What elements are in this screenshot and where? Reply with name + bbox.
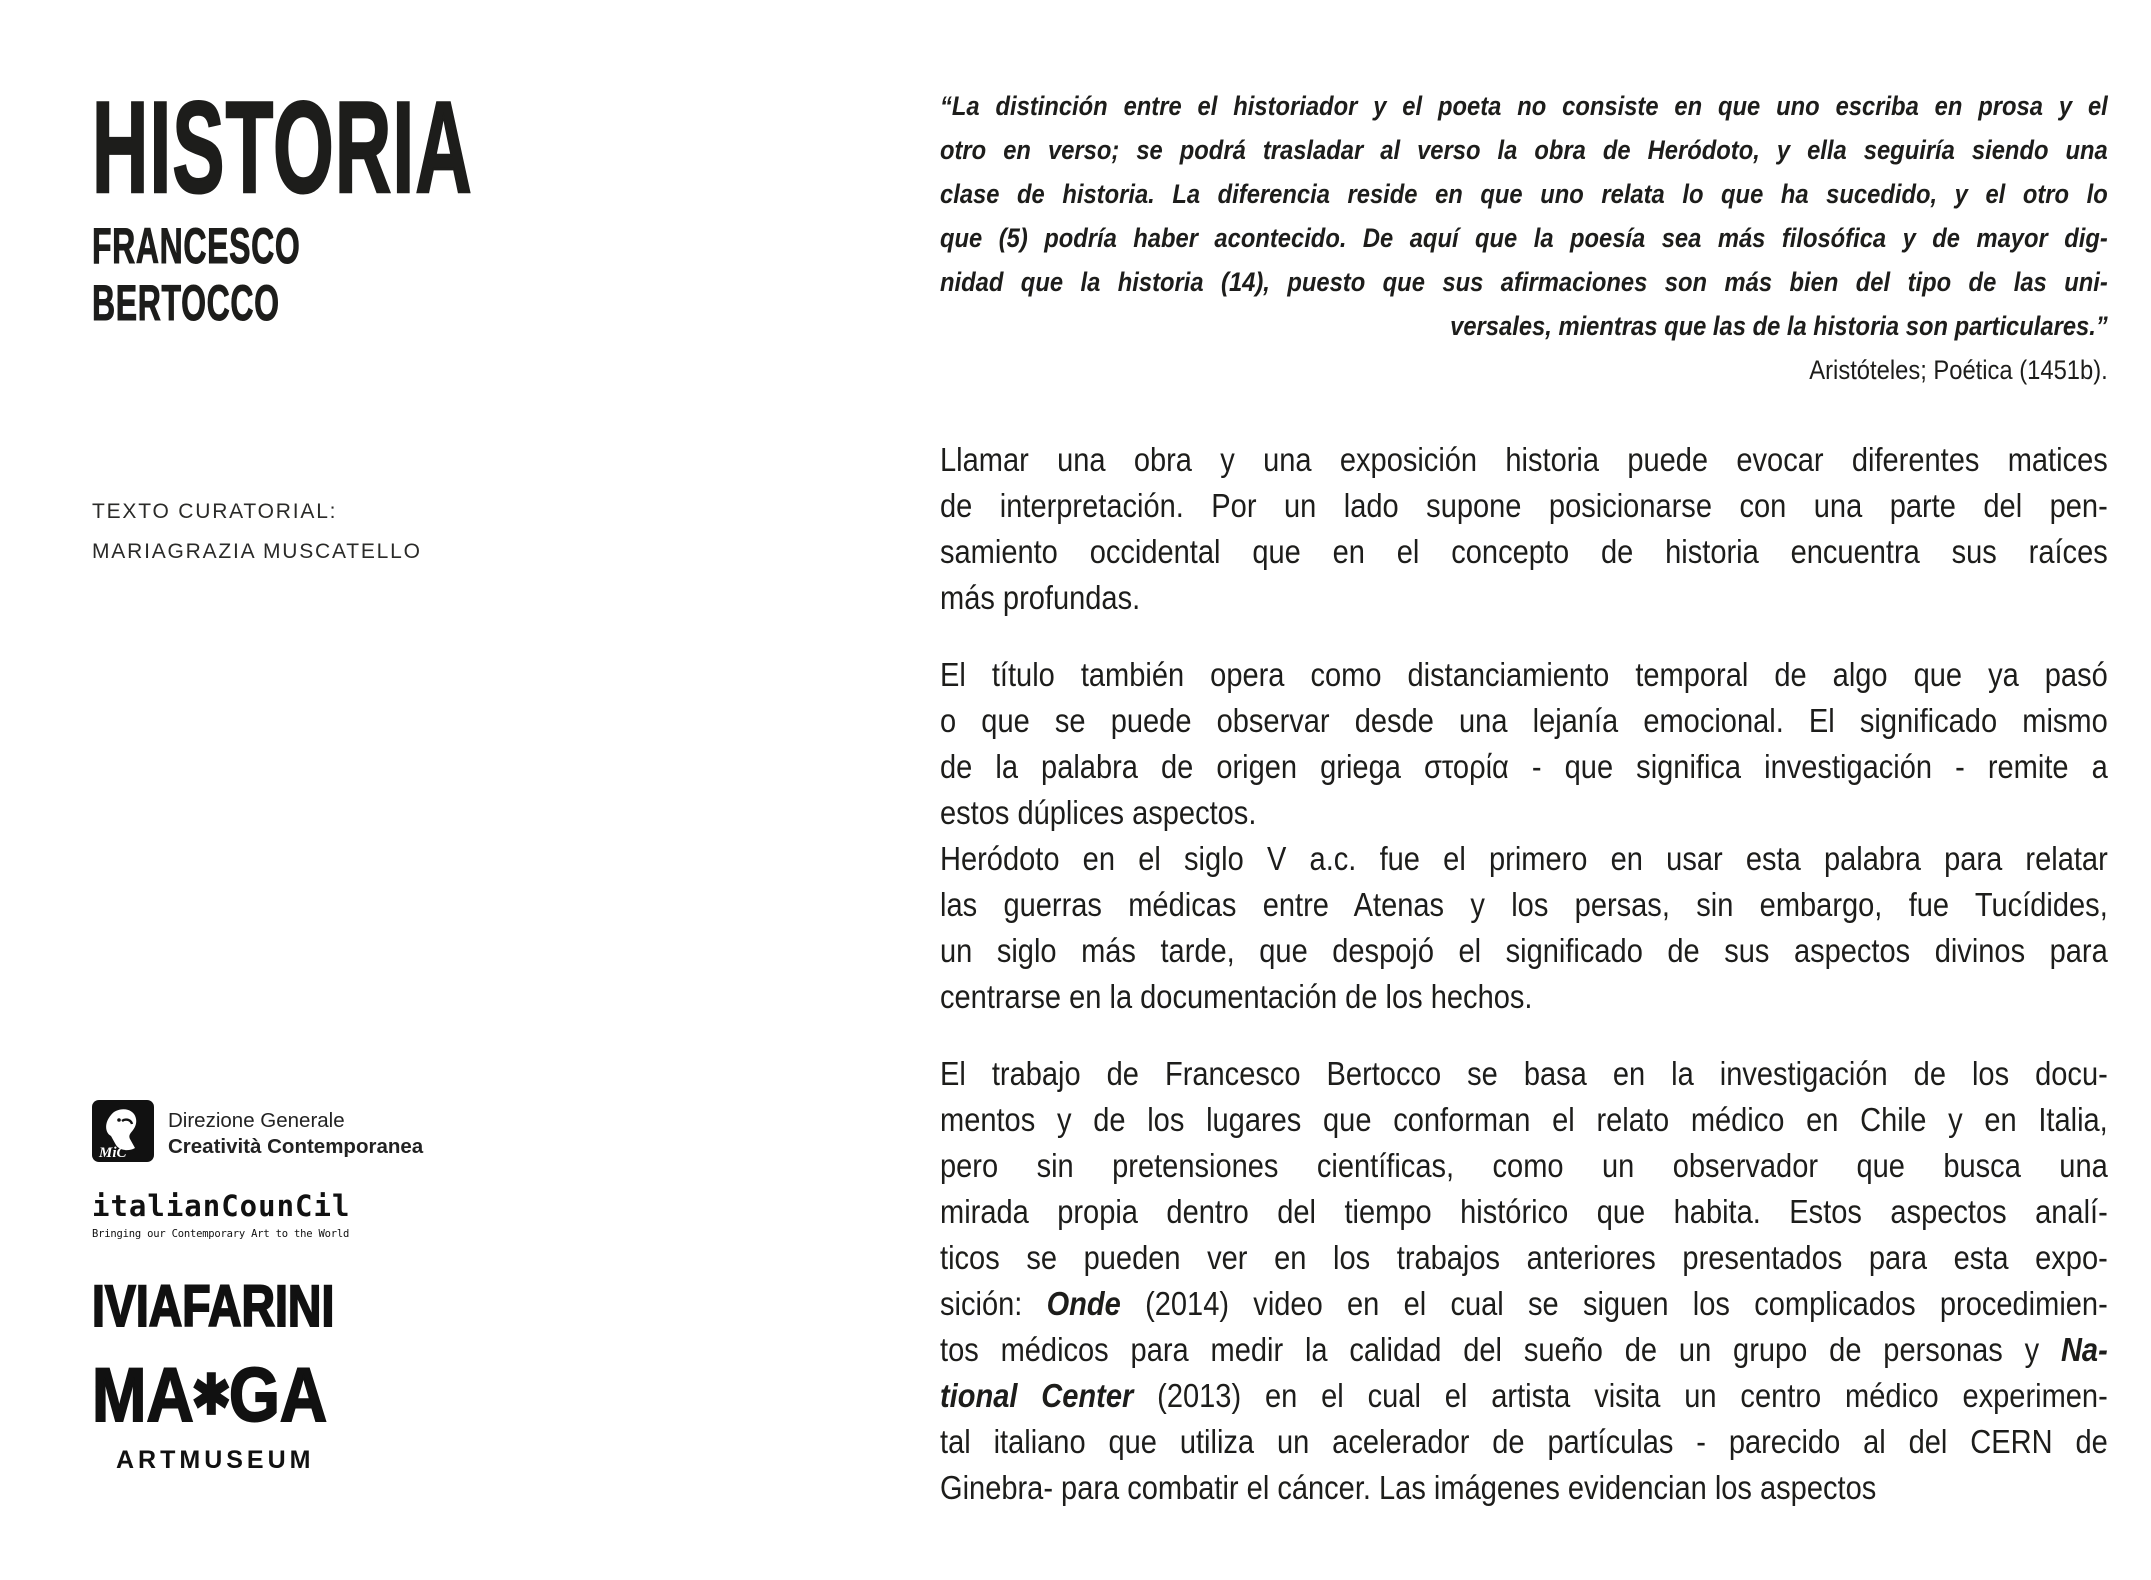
text-line: tal italiano que utiliza un acelerador de partículas - parecido al del CERN de	[940, 1423, 2108, 1460]
text-line: un siglo más tarde, que despojó el significado de sus aspectos divinos para	[940, 932, 2108, 969]
mic-ministry-logo	[92, 1100, 423, 1167]
six-point-asterisk-icon: ✱	[191, 1363, 232, 1426]
text-line: nidad que la historia (14), puesto que sus afirmaciones son más bien del tipo de las uni-	[940, 267, 2108, 297]
paragraph	[940, 437, 2108, 621]
text-line: mirada propia dentro del tiempo histórico que habita. Estos aspectos analí-	[940, 1193, 2108, 1230]
aristotle-quote	[940, 84, 2108, 348]
curatorial-label: TEXTO CURATORIAL:	[92, 500, 338, 523]
text-line: otro en verso; se podrá trasladar al verso la obra de Heródoto, y ella seguiría siendo una	[940, 135, 2108, 165]
italian-council-wordmark: italianCounCil	[92, 1189, 351, 1223]
text-line: clase de historia. La diferencia reside en que uno relata lo que ha sucedido, y el otro lo	[940, 179, 2108, 209]
text-line: que (5) podría haber acontecido. De aquí que la poesía sea más filosófica y de mayor dig-	[940, 223, 2108, 253]
text-line: estos dúplices aspectos.	[940, 794, 1257, 831]
text-line: El título también opera como distanciamiento temporal de algo que ya pasó	[940, 656, 2108, 693]
quote-attribution: Aristóteles; Poética (1451b).	[1809, 355, 2108, 385]
maga-subtitle: ARTMUSEUM	[116, 1446, 315, 1474]
paragraph	[940, 1051, 2108, 1511]
curator-name: MARIAGRAZIA MUSCATELLO	[92, 540, 422, 563]
text-line: de la palabra de origen griega στορία - que significa investigación - remite a	[940, 748, 2108, 785]
curatorial-credit	[92, 492, 422, 572]
artist-last-name: BERTOCCO	[92, 275, 280, 331]
maga-museum-logo	[92, 1353, 365, 1475]
text-line: tional Center (2013) en el cual el artista visita un centro médico experimen-	[940, 1377, 2108, 1414]
text-line: Ginebra- para combatir el cáncer. Las imágenes evidencian los aspectos	[940, 1469, 1877, 1506]
paragraph	[940, 652, 2108, 836]
exhibition-title-text: HISTORIA	[92, 74, 473, 220]
artist-first-name: FRANCESCO	[92, 218, 301, 274]
paragraph	[940, 836, 2108, 1020]
italian-council-logo	[92, 1189, 351, 1240]
text-line: El trabajo de Francesco Bertocco se basa en la investigación de los docu-	[940, 1055, 2108, 1092]
curatorial-body-text	[940, 437, 2108, 1511]
viafarini-logo	[92, 1274, 395, 1339]
viafarini-wordmark: IVIAFARINI	[92, 1274, 335, 1339]
artist-name	[92, 218, 418, 332]
text-line: pero sin pretensiones científicas, como un observador que busca una	[940, 1147, 2108, 1184]
text-column	[940, 0, 2108, 1511]
italian-council-tagline: Bringing our Contemporary Art to the World	[92, 1228, 350, 1240]
text-line: o que se puede observar desde una lejanía emocional. El significado mismo	[940, 702, 2108, 739]
text-line: mentos y de los lugares que conforman el relato médico en Chile y en Italia,	[940, 1101, 2108, 1138]
text-line: las guerras médicas entre Atenas y los persas, sin embargo, fue Tucídides,	[940, 886, 2108, 923]
mic-line2: Creatività Contemporanea	[168, 1134, 424, 1158]
text-line: más profundas.	[940, 579, 1141, 616]
text-line: centrarse en la documentación de los hechos.	[940, 978, 1533, 1015]
exhibition-title	[92, 74, 727, 220]
maga-wordmark: MA✱GA	[92, 1353, 328, 1438]
svg-text:MiC: MiC	[99, 1145, 127, 1161]
text-line: versales, mientras que las de la historia son particulares.”	[1450, 311, 2108, 341]
text-line: sición: Onde (2014) video en el cual se siguen los complicados procedimien-	[940, 1285, 2108, 1322]
text-line: de interpretación. Por un lado supone posicionarse con una parte del pen-	[940, 487, 2108, 524]
text-line: Llamar una obra y una exposición historia puede evocar diferentes matices	[940, 441, 2108, 478]
text-line: samiento occidental que en el concepto de historia encuentra sus raíces	[940, 533, 2108, 570]
text-line: ticos se pueden ver en los trabajos anteriores presentados para esta expo-	[940, 1239, 2108, 1276]
mic-logo-text	[168, 1108, 423, 1160]
text-line: “La distinción entre el historiador y el poeta no consiste en que uno escriba en prosa y el	[940, 91, 2108, 121]
mic-face-profile-icon	[92, 1100, 154, 1167]
text-line: tos médicos para medir la calidad del sueño de un grupo de personas y Na-	[940, 1331, 2108, 1368]
text-line: Heródoto en el siglo V a.c. fue el primero en usar esta palabra para relatar	[940, 840, 2108, 877]
mic-line1: Direzione Generale	[168, 1108, 345, 1132]
